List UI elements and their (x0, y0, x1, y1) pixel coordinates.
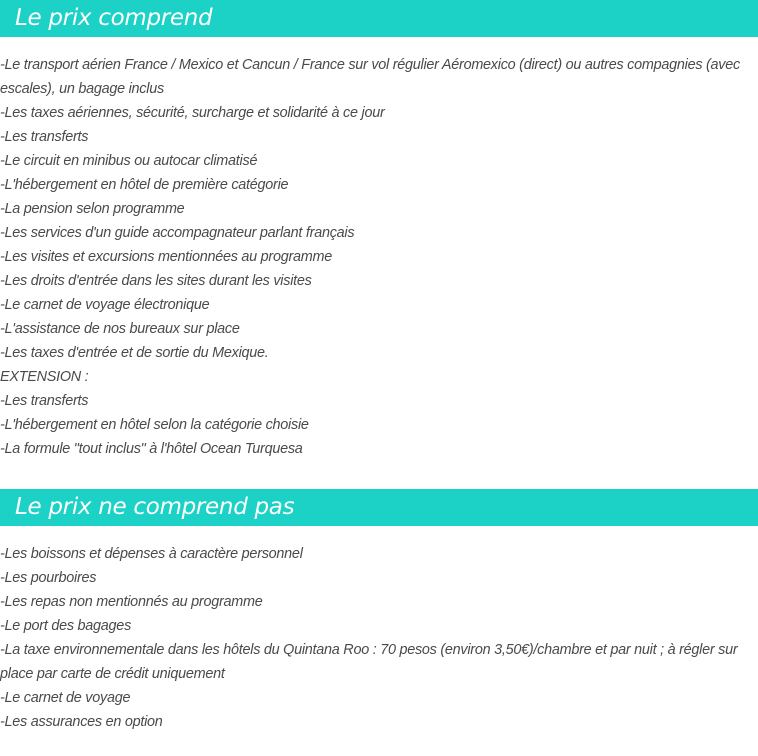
list-item: -Le carnet de voyage (0, 690, 131, 706)
list-item: -Le port des bagages (0, 618, 132, 634)
list-item: -Les assurances en option (0, 714, 163, 730)
excluded-list (0, 526, 758, 734)
list-item: -Les boissons et dépenses à caractère personnel (0, 546, 303, 562)
list-item: -L'hébergement en hôtel selon la catégorie choisie (0, 417, 309, 433)
list-item: -Les transferts (0, 393, 89, 409)
excluded-section-title: Le prix ne comprend pas (0, 489, 758, 526)
extension-heading: EXTENSION : (0, 369, 89, 385)
list-item: -Les services d'un guide accompagnateur parlant français (0, 225, 355, 241)
included-section-title: Le prix comprend (0, 0, 758, 37)
included-list (0, 37, 758, 461)
list-item: -Les transferts (0, 129, 89, 145)
list-item: -La taxe environnementale dans les hôtels du Quintana Roo : 70 pesos (environ 3,50€)/chambre et par nuit ; à régler sur place par carte de crédit uniquement (0, 642, 738, 682)
list-item: -Les droits d'entrée dans les sites durant les visites (0, 273, 312, 289)
list-item: -Les taxes d'entrée et de sortie du Mexique. (0, 345, 269, 361)
list-item: -Le carnet de voyage électronique (0, 297, 210, 313)
list-item: -L'assistance de nos bureaux sur place (0, 321, 240, 337)
list-item: -Le circuit en minibus ou autocar climatisé (0, 153, 258, 169)
list-item: -L'hébergement en hôtel de première catégorie (0, 177, 289, 193)
list-item: -Le transport aérien France / Mexico et Cancun / France sur vol régulier Aéromexico (direct) ou autres compagnies (avec escales), un bagage inclus (0, 57, 740, 97)
list-item: -Les pourboires (0, 570, 97, 586)
list-item: -Les repas non mentionnés au programme (0, 594, 263, 610)
list-item: -La pension selon programme (0, 201, 185, 217)
list-item: -Les taxes aériennes, sécurité, surcharge et solidarité à ce jour (0, 105, 385, 121)
list-item: -La formule "tout inclus" à l'hôtel Ocean Turquesa (0, 441, 303, 457)
list-item: -Les visites et excursions mentionnées au programme (0, 249, 332, 265)
